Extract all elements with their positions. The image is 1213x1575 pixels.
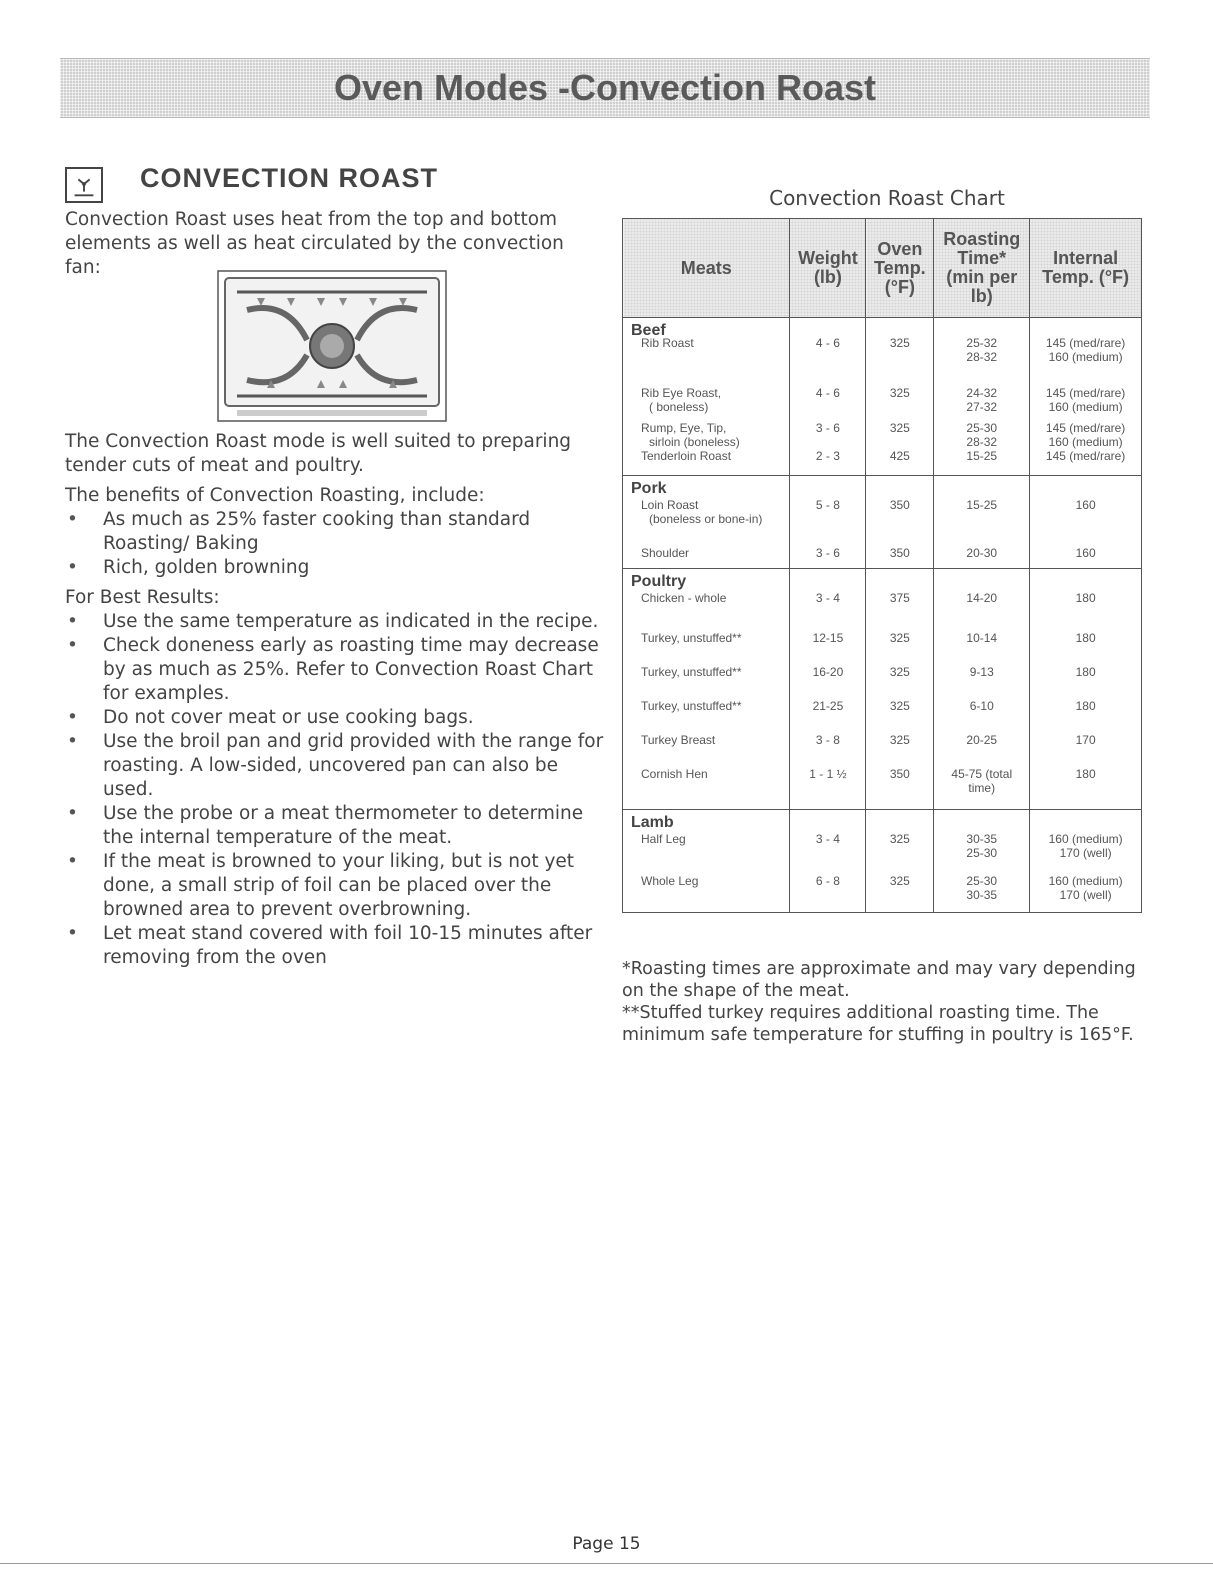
category-label: Lamb (631, 814, 674, 831)
internal-temp-value: 160 (medium) (1048, 874, 1123, 888)
table-row-poultry (623, 569, 1142, 810)
row-block (790, 699, 865, 733)
table-row-pork (623, 476, 1142, 569)
row-block (790, 767, 865, 809)
row-block (790, 498, 865, 546)
internal-temp-value: 180 (1075, 699, 1096, 713)
bottom-divider (0, 1563, 1213, 1564)
row-block (1030, 832, 1141, 874)
row-block (1030, 498, 1141, 546)
row-block (934, 631, 1029, 665)
meat-name: Half Leg (641, 832, 686, 846)
meat-name: Turkey, unstuffed** (641, 665, 742, 679)
banner-title: Oven Modes -Convection Roast (333, 67, 877, 108)
row-block (934, 449, 1029, 475)
row-block (1030, 767, 1141, 809)
row-block (866, 546, 933, 568)
row-block (866, 874, 933, 912)
cell-internal-temp (1030, 569, 1142, 810)
row-spacer (934, 476, 1029, 498)
list-item: • Use the broil pan and grid provided with the range for roasting. A low-sided, uncovered pan can also be used. (65, 730, 605, 802)
header-meats: Meats (623, 219, 790, 318)
row-block (1030, 699, 1141, 733)
footnote-roasting-times: *Roasting times are approximate and may vary depending on the shape of the meat. (622, 959, 1136, 1001)
roast-chart-body (623, 318, 1142, 913)
row-spacer (1030, 569, 1141, 591)
oven-temp-value: 325 (889, 336, 910, 350)
row-block (623, 386, 789, 421)
header-roasting-time: Roasting Time* (min per lb) (934, 219, 1030, 318)
row-block (934, 546, 1029, 568)
cell-meats (623, 810, 790, 913)
chart-title: Convection Roast Chart (769, 186, 1005, 210)
oven-temp-value: 325 (889, 832, 910, 846)
list-item: • Do not cover meat or use cooking bags. (65, 706, 605, 730)
meat-name: Whole Leg (641, 874, 699, 888)
body-text (65, 430, 605, 970)
row-block (866, 336, 933, 386)
list-item: • Use the probe or a meat thermometer to determine the internal temperature of the meat. (65, 802, 605, 850)
meat-name: Rib Eye Roast, (641, 386, 722, 400)
row-block (934, 665, 1029, 699)
cell-meats (623, 476, 790, 569)
roasting-time-value: 25-30 (966, 846, 998, 860)
cell-internal-temp (1030, 810, 1142, 913)
cell-weight (790, 810, 866, 913)
row-spacer (866, 476, 933, 498)
roasting-time-value: 20-25 (966, 733, 998, 747)
weight-value: 2 - 3 (815, 449, 840, 463)
roasting-time-value: time) (968, 781, 996, 795)
oven-temp-value: 425 (889, 449, 910, 463)
roasting-time-value: 25-30 (966, 421, 998, 435)
row-block (866, 832, 933, 874)
row-block (790, 733, 865, 767)
row-spacer (790, 476, 865, 498)
roasting-time-value: 14-20 (966, 591, 998, 605)
oven-temp-value: 325 (889, 733, 910, 747)
footnotes (622, 958, 1152, 1046)
meat-name: Rump, Eye, Tip, (641, 421, 727, 435)
oven-temp-value: 350 (889, 498, 910, 512)
row-block (623, 449, 789, 475)
meat-name: Loin Roast (641, 498, 699, 512)
row-block (866, 699, 933, 733)
oven-temp-value: 325 (889, 421, 910, 435)
roasting-time-value: 30-35 (966, 832, 998, 846)
cell-meats (623, 569, 790, 810)
weight-value: 4 - 6 (815, 386, 840, 400)
roasting-time-value: 24-32 (966, 386, 998, 400)
row-block (790, 874, 865, 912)
internal-temp-value: 170 (well) (1059, 846, 1112, 860)
roasting-time-value: 28-32 (966, 350, 998, 364)
row-block (866, 421, 933, 449)
meat-name: Shoulder (641, 546, 690, 560)
row-spacer (1030, 476, 1141, 498)
oven-temp-value: 325 (889, 874, 910, 888)
cell-weight (790, 476, 866, 569)
meat-name: ( boneless) (649, 400, 709, 414)
list-item: • Let meat stand covered with foil 10-15 minutes after removing from the oven (65, 922, 605, 970)
list-item: • Check doneness early as roasting time may decrease by as much as 25%. Refer to Convection Roast Chart for examples. (65, 634, 605, 706)
row-block (1030, 874, 1141, 912)
row-block (623, 733, 789, 767)
row-block (866, 767, 933, 809)
weight-value: 1 - 1 ½ (809, 767, 847, 781)
row-block (934, 767, 1029, 809)
oven-temp-value: 350 (889, 767, 910, 781)
row-block (1030, 386, 1141, 421)
cell-weight (790, 318, 866, 476)
internal-temp-value: 145 (med/rare) (1045, 386, 1126, 400)
weight-value: 21-25 (812, 699, 844, 713)
row-block (1030, 631, 1141, 665)
oven-temp-value: 325 (889, 699, 910, 713)
row-block (934, 591, 1029, 631)
internal-temp-value: 160 (1075, 546, 1096, 560)
row-block (1030, 546, 1141, 568)
row-block (790, 631, 865, 665)
list-item: • Use the same temperature as indicated in the recipe. (65, 610, 605, 634)
row-block (866, 591, 933, 631)
best-results-heading: For Best Results: (65, 587, 220, 608)
meat-name: Rib Roast (641, 336, 694, 350)
roasting-time-value: 15-25 (966, 498, 998, 512)
row-block (934, 699, 1029, 733)
row-block (866, 733, 933, 767)
row-spacer (790, 569, 865, 591)
row-block (866, 631, 933, 665)
row-block (623, 699, 789, 733)
row-block (623, 832, 789, 874)
row-block (1030, 665, 1141, 699)
table-row-lamb (623, 810, 1142, 913)
meat-name: Chicken - whole (641, 591, 727, 605)
row-block (623, 498, 789, 546)
weight-value: 12-15 (812, 631, 844, 645)
meat-name: Turkey, unstuffed** (641, 631, 742, 645)
list-item: • As much as 25% faster cooking than standard Roasting/ Baking (65, 508, 605, 556)
section-title: CONVECTION ROAST (140, 163, 439, 193)
header-oven-temp: Oven Temp. (°F) (866, 219, 934, 318)
roasting-time-value: 30-35 (966, 888, 998, 902)
cell-oven-temp (866, 569, 934, 810)
meat-name: Cornish Hen (641, 767, 708, 781)
category-label: Pork (631, 480, 667, 497)
roast-chart-table (622, 218, 1142, 913)
page-number: Page 15 (572, 1534, 641, 1554)
header-weight: Weight (lb) (790, 219, 866, 318)
benefits-heading: The benefits of Convection Roasting, include: (65, 485, 485, 506)
row-block (790, 336, 865, 386)
weight-value: 3 - 4 (815, 832, 840, 846)
cell-roasting-time (934, 569, 1030, 810)
row-block (1030, 336, 1141, 386)
row-block (623, 546, 789, 568)
weight-value: 3 - 8 (815, 733, 840, 747)
internal-temp-value: 145 (med/rare) (1045, 336, 1126, 350)
row-block (1030, 591, 1141, 631)
cell-oven-temp (866, 318, 934, 476)
row-block (866, 665, 933, 699)
row-block (934, 421, 1029, 449)
convection-fan-icon (65, 167, 103, 203)
oven-temp-value: 375 (889, 591, 910, 605)
roasting-time-value: 45-75 (total (951, 767, 1013, 781)
row-spacer (934, 569, 1029, 591)
row-block (790, 449, 865, 475)
row-block (790, 591, 865, 631)
category-label: Beef (631, 322, 666, 339)
row-block (934, 874, 1029, 912)
mode-paragraph: The Convection Roast mode is well suited to preparing tender cuts of meat and poultry. (65, 431, 572, 476)
cell-oven-temp (866, 810, 934, 913)
list-item: • If the meat is browned to your liking, but is not yet done, a small strip of foil can be placed over the browned area to prevent overbrowning. (65, 850, 605, 922)
benefits-list (65, 508, 605, 580)
meat-name: (boneless or bone-in) (649, 512, 763, 526)
row-block (934, 832, 1029, 874)
row-block (1030, 449, 1141, 475)
best-results-list (65, 610, 605, 970)
cell-roasting-time (934, 476, 1030, 569)
internal-temp-value: 160 (1075, 498, 1096, 512)
row-block (934, 386, 1029, 421)
cell-oven-temp (866, 476, 934, 569)
weight-value: 4 - 6 (815, 336, 840, 350)
cell-roasting-time (934, 318, 1030, 476)
oven-temp-value: 325 (889, 631, 910, 645)
internal-temp-value: 170 (well) (1059, 888, 1112, 902)
internal-temp-value: 180 (1075, 665, 1096, 679)
row-spacer (934, 810, 1029, 832)
row-block (866, 498, 933, 546)
row-spacer (866, 569, 933, 591)
roasting-time-value: 25-30 (966, 874, 998, 888)
roasting-time-value: 9-13 (969, 665, 994, 679)
row-block (934, 733, 1029, 767)
internal-temp-value: 145 (med/rare) (1045, 421, 1126, 435)
oven-temp-value: 350 (889, 546, 910, 560)
internal-temp-value: 160 (medium) (1048, 435, 1123, 449)
row-block (1030, 421, 1141, 449)
weight-value: 16-20 (812, 665, 844, 679)
cell-internal-temp (1030, 318, 1142, 476)
row-block (623, 874, 789, 912)
intro-text: Convection Roast uses heat from the top and bottom elements as well as heat circulated by the convection fan: (65, 209, 564, 278)
row-block (790, 665, 865, 699)
row-block (866, 449, 933, 475)
row-spacer (790, 810, 865, 832)
roasting-time-value: 6-10 (969, 699, 994, 713)
footnote-stuffed-turkey: **Stuffed turkey requires additional roasting time. The minimum safe temperature for stuffing in poultry is 165°F. (622, 1003, 1134, 1045)
roasting-time-value: 27-32 (966, 400, 998, 414)
weight-value: 6 - 8 (815, 874, 840, 888)
cell-meats (623, 318, 790, 476)
convection-oven-diagram (217, 270, 447, 422)
internal-temp-value: 180 (1075, 767, 1096, 781)
header-internal-temp: Internal Temp. (°F) (1030, 219, 1142, 318)
internal-temp-value: 160 (medium) (1048, 400, 1123, 414)
roasting-time-value: 10-14 (966, 631, 998, 645)
row-block (623, 336, 789, 386)
table-row-beef (623, 318, 1142, 476)
internal-temp-value: 160 (medium) (1048, 350, 1123, 364)
meat-name: sirloin (boneless) (649, 435, 740, 449)
internal-temp-value: 145 (med/rare) (1045, 449, 1126, 463)
row-block (1030, 733, 1141, 767)
row-block (623, 665, 789, 699)
meat-name: Tenderloin Roast (641, 449, 732, 463)
row-block (934, 336, 1029, 386)
roasting-time-value: 25-32 (966, 336, 998, 350)
oven-temp-value: 325 (889, 386, 910, 400)
cell-internal-temp (1030, 476, 1142, 569)
row-block (623, 591, 789, 631)
internal-temp-value: 180 (1075, 591, 1096, 605)
internal-temp-value: 170 (1075, 733, 1096, 747)
roasting-time-value: 20-30 (966, 546, 998, 560)
row-block (934, 498, 1029, 546)
roasting-time-value: 15-25 (966, 449, 998, 463)
cell-roasting-time (934, 810, 1030, 913)
row-block (623, 631, 789, 665)
page-banner (60, 58, 1150, 118)
row-spacer (866, 810, 933, 832)
cell-weight (790, 569, 866, 810)
weight-value: 3 - 6 (815, 421, 840, 435)
weight-value: 5 - 8 (815, 498, 840, 512)
row-block (790, 386, 865, 421)
meat-name: Turkey Breast (641, 733, 716, 747)
weight-value: 3 - 4 (815, 591, 840, 605)
row-block (623, 767, 789, 809)
meat-name: Turkey, unstuffed** (641, 699, 742, 713)
row-spacer (1030, 810, 1141, 832)
roasting-time-value: 28-32 (966, 435, 998, 449)
row-block (866, 386, 933, 421)
internal-temp-value: 180 (1075, 631, 1096, 645)
row-block (790, 832, 865, 874)
weight-value: 3 - 6 (815, 546, 840, 560)
oven-temp-value: 325 (889, 665, 910, 679)
row-block (790, 421, 865, 449)
internal-temp-value: 160 (medium) (1048, 832, 1123, 846)
list-item: • Rich, golden browning (65, 556, 605, 580)
row-block (790, 546, 865, 568)
category-label: Poultry (631, 573, 687, 590)
row-block (623, 421, 789, 449)
